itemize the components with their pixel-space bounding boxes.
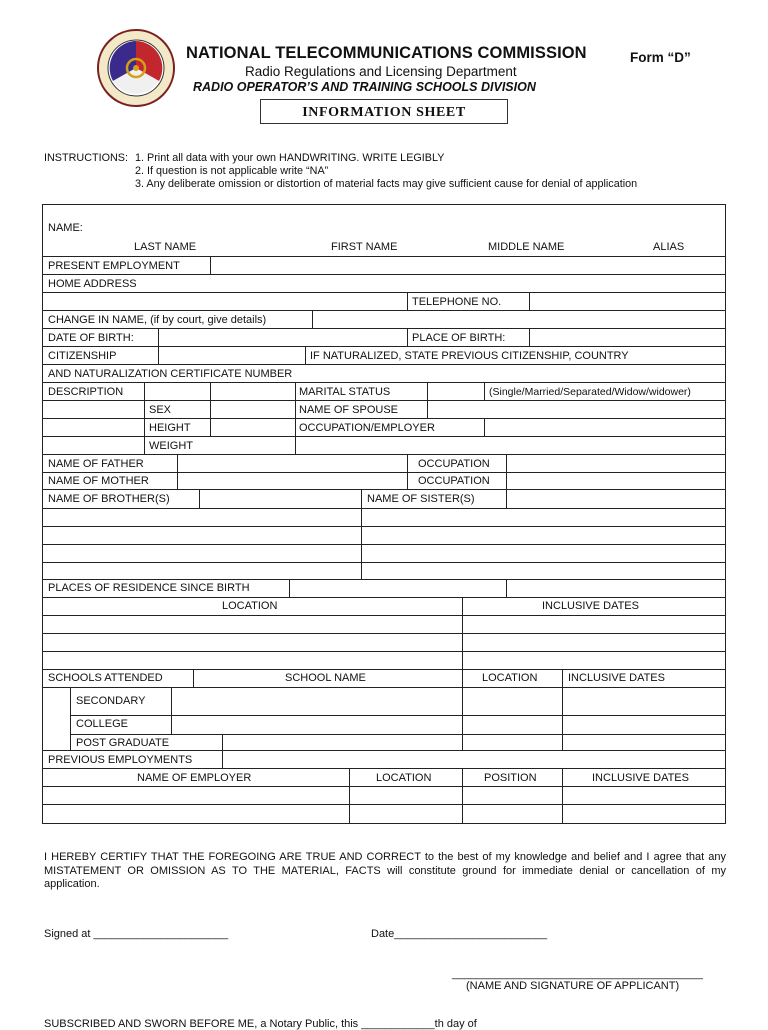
home-address-label: HOME ADDRESS	[48, 278, 137, 290]
description-label: DESCRIPTION	[48, 386, 124, 398]
sex-label: SEX	[149, 404, 172, 416]
if-naturalized-label: IF NATURALIZED, STATE PREVIOUS CITIZENSHIP, COUNTRY	[310, 350, 629, 362]
naturalization-cert-label: AND NATURALIZATION CERTIFICATE NUMBER	[48, 368, 293, 380]
previous-employments-label: PREVIOUS EMPLOYMENTS	[48, 754, 193, 766]
ntc-seal-logo	[96, 26, 176, 110]
places-of-residence-label: PLACES OF RESIDENCE SINCE BIRTH	[48, 582, 250, 594]
instruction-1: 1. Print all data with your own HANDWRITING. WRITE LEGIBLY	[135, 152, 445, 164]
name-of-brothers-label: NAME OF BROTHER(S)	[48, 493, 170, 505]
name-of-mother-label: NAME OF MOTHER	[48, 475, 149, 487]
date-of-birth-label: DATE OF BIRTH:	[48, 332, 134, 344]
division-name: RADIO OPERATOR’S AND TRAINING SCHOOLS DIVISION	[193, 80, 536, 94]
department-name: Radio Regulations and Licensing Department	[245, 64, 517, 79]
weight-label: WEIGHT	[149, 440, 193, 452]
name-of-sisters-label: NAME OF SISTER(S)	[367, 493, 475, 505]
name-of-employer-label: NAME OF EMPLOYER	[137, 772, 252, 784]
signed-at-field: Signed at ______________________	[44, 928, 229, 940]
subscribed-text: SUBSCRIBED AND SWORN BEFORE ME, a Notary Public, this ____________th day of	[44, 1018, 477, 1030]
residence-inclusive-dates-label: INCLUSIVE DATES	[542, 600, 639, 612]
school-location-label: LOCATION	[482, 672, 538, 684]
residence-location-label: LOCATION	[222, 600, 278, 612]
name-of-father-label: NAME OF FATHER	[48, 458, 144, 470]
sheet-title: INFORMATION SHEET	[260, 99, 508, 124]
father-occupation-label: OCCUPATION	[418, 458, 490, 470]
employer-location-label: LOCATION	[376, 772, 432, 784]
date-field: Date_________________________	[371, 928, 548, 940]
alias-label: ALIAS	[653, 241, 685, 253]
citizenship-label: CITIZENSHIP	[48, 350, 117, 362]
agency-name: NATIONAL TELECOMMUNICATIONS COMMISSION	[186, 44, 587, 62]
applicant-signature-caption: (NAME AND SIGNATURE OF APPLICANT)	[466, 980, 680, 992]
position-label: POSITION	[484, 772, 537, 784]
telephone-label: TELEPHONE NO.	[412, 296, 502, 308]
last-name-label: LAST NAME	[134, 241, 197, 253]
instruction-3: 3. Any deliberate omission or distortion of material facts may give sufficient cause for denial of application	[135, 178, 638, 190]
instruction-2: 2. If question is not applicable write “NA”	[135, 165, 329, 177]
post-graduate-label: POST GRADUATE	[76, 737, 170, 749]
college-label: COLLEGE	[76, 718, 128, 730]
mother-occupation-label: OCCUPATION	[418, 475, 490, 487]
first-name-label: FIRST NAME	[331, 241, 398, 253]
name-label: NAME:	[48, 222, 83, 234]
schools-attended-label: SCHOOLS ATTENDED	[48, 672, 163, 684]
place-of-birth-label: PLACE OF BIRTH:	[412, 332, 506, 344]
change-in-name-label: CHANGE IN NAME, (if by court, give details)	[48, 314, 267, 326]
employment-inclusive-dates-label: INCLUSIVE DATES	[592, 772, 689, 784]
instructions-lead: INSTRUCTIONS:	[44, 152, 128, 164]
marital-status-label: MARITAL STATUS	[299, 386, 391, 398]
height-label: HEIGHT	[149, 422, 191, 434]
form-label: Form “D”	[630, 50, 691, 65]
school-inclusive-dates-label: INCLUSIVE DATES	[568, 672, 665, 684]
information-form	[42, 204, 726, 824]
occupation-employer-label: OCCUPATION/EMPLOYER	[299, 422, 435, 434]
present-employment-label: PRESENT EMPLOYMENT	[48, 260, 180, 272]
applicant-signature-line: _________________________________________	[452, 968, 703, 980]
certification-text: I HEREBY CERTIFY THAT THE FOREGOING ARE TRUE AND CORRECT to the best of my knowledge and belief and I agree that any MISTATEMENT OR OMISSION AS TO THE MATERIAL, FACTS will constitute ground for immediate denial or cancellation of my application.	[44, 851, 726, 890]
secondary-label: SECONDARY	[76, 695, 146, 707]
school-name-label: SCHOOL NAME	[285, 672, 366, 684]
name-of-spouse-label: NAME OF SPOUSE	[299, 404, 399, 416]
marital-options-label: (Single/Married/Separated/Widow/widower)	[489, 386, 691, 398]
middle-name-label: MIDDLE NAME	[488, 241, 565, 253]
